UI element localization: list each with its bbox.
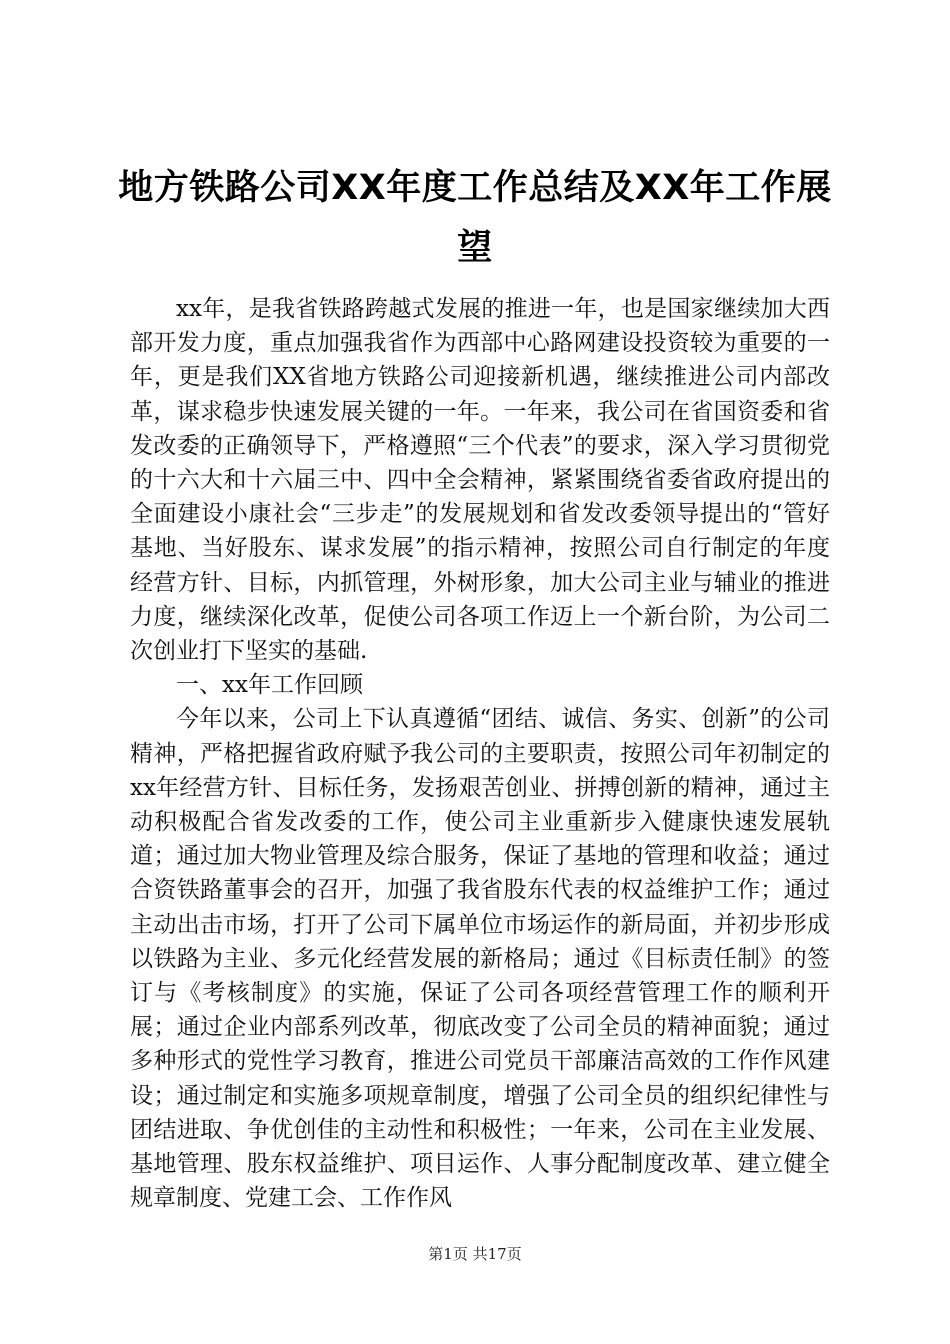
document-body — [130, 292, 830, 1215]
intro-paragraph: xx年，是我省铁路跨越式发展的推进一年，也是国家继续加大西部开发力度，重点加强我省作为西部中心路网建设投资较为重要的一年，更是我们XX省地方铁路公司迎接新机遇，继续推进公司内部改革，谋求稳步快速发展关键的一年。一年来，我公司在省国资委和省发改委的正确领导下，严格遵照“三个代表”的要求，深入学习贯彻党的十六大和十六届三中、四中全会精神，紧紧围绕省委省政府提出的全面建设小康社会“三步走”的发展规划和省发改委领导提出的“管好基地、当好股东、谋求发展”的指示精神，按照公司自行制定的年度经营方针、目标，内抓管理，外树形象，加大公司主业与辅业的推进力度，继续深化改革，促使公司各项工作迈上一个新台阶，为公司二次创业打下坚实的基础. — [130, 296, 830, 665]
page-footer: 第1页 共17页 — [428, 1245, 522, 1263]
section-heading: 一、xx年工作回顾 — [176, 672, 363, 699]
review-paragraph: 今年以来，公司上下认真遵循“团结、诚信、务实、创新”的公司精神，严格把握省政府赋予我公司的主要职责，按照公司年初制定的xx年经营方针、目标任务，发扬艰苦创业、拼搏创新的精神，通过主动积极配合省发改委的工作，使公司主业重新步入健康快速发展轨道；通过加大物业管理及综合服务，保证了基地的管理和收益；通过合资铁路董事会的召开，加强了我省股东代表的权益维护工作；通过主动出击市场，打开了公司下属单位市场运作的新局面，并初步形成以铁路为主业、多元化经营发展的新格局；通过《目标责任制》的签订与《考核制度》的实施，保证了公司各项经营管理工作的顺利开展；通过企业内部系列改革，彻底改变了公司全员的精神面貌；通过多种形式的党性学习教育，推进公司党员干部廉洁高效的工作作风建设；通过制定和实施多项规章制度，增强了公司全员的组织纪律性与团结进取、争优创佳的主动性和积极性；一年来，公司在主业发展、基地管理、股东权益维护、项目运作、人事分配制度改革、建立健全规章制度、党建工会、工作作风 — [130, 706, 830, 1212]
document-title: 地方铁路公司XX年度工作总结及XX年工作展望 — [118, 168, 832, 268]
